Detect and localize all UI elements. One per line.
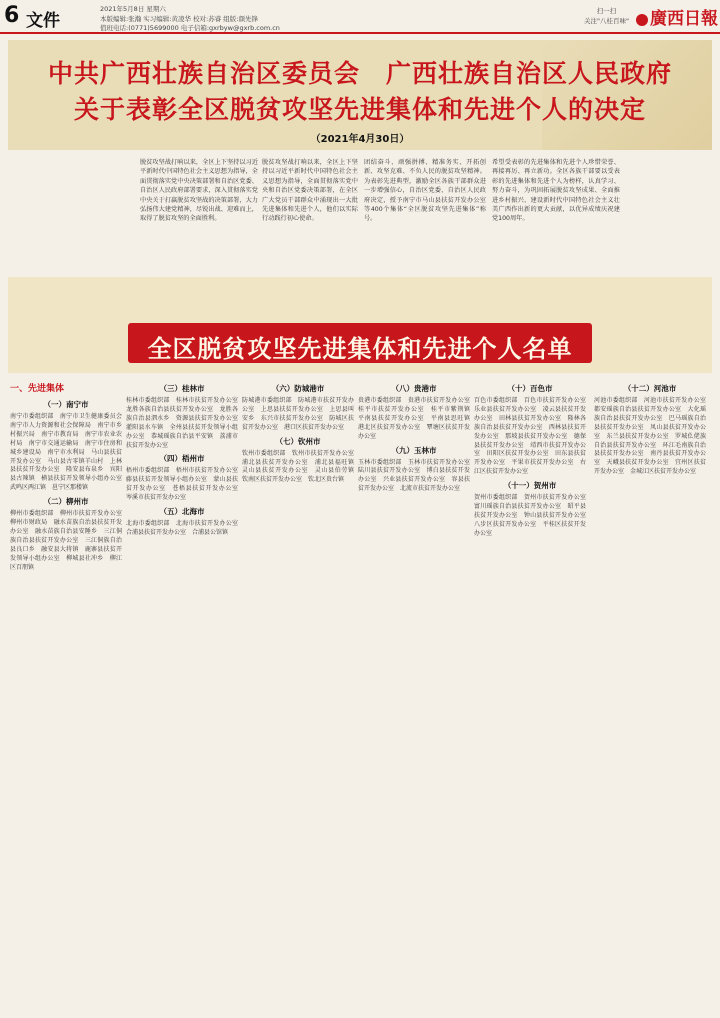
intro-paragraph-1: 脱贫攻坚战打响以来，全区上下坚持以习近平新时代中国特色社会主义思想为指导，全面贯彻落实党中央决策部署和自治区党委、自治区人民政府部署要求，深入贯彻落实党中央关于打赢脱贫攻坚战的决策部署，大力弘扬伟大建党精神，尽锐出战、迎难而上，取得了脱贫攻坚的全面胜利。 bbox=[140, 159, 258, 223]
list-text-guigang: 贵港市委组织部 贵港市扶贫开发办公室 桂平市扶贫开发办公室 桂平市紫荆镇 平南县扶贫开发办公室 平南县思旺镇 港北区扶贫开发办公室 覃塘区扶贫开发办公室 bbox=[358, 397, 470, 440]
subheading-yulin: （九）玉林市 bbox=[391, 445, 437, 455]
qr-note-line2: 关注"八桂百味" bbox=[584, 17, 629, 25]
newspaper-logo bbox=[636, 4, 718, 29]
list-text-hezhou: 贺州市委组织部 贺州市扶贫开发办公室 富川瑶族自治县扶贫开发办公室 昭平县扶贫开发办公室 钟山县扶贫开发办公室 八步区扶贫开发办公室 平桂区扶贫开发办公室 bbox=[474, 494, 586, 537]
column-1 bbox=[10, 380, 122, 1014]
subheading-liuzhou: （二）柳州市 bbox=[43, 497, 89, 507]
subheading-baise: （十）百色市 bbox=[507, 384, 553, 393]
headline-line2: 关于表彰全区脱贫攻坚先进集体和先进个人的决定 bbox=[73, 95, 646, 124]
title-banner bbox=[8, 40, 712, 150]
subheading-fangchenggang: （六）防城港市 bbox=[271, 384, 325, 393]
list-title: 全区脱贫攻坚先进集体和先进个人名单 bbox=[147, 334, 573, 363]
subheading-nanning: （一）南宁市 bbox=[43, 400, 89, 409]
subheading-hechi: （十二）河池市 bbox=[623, 384, 677, 393]
list-text-yulin: 玉林市委组织部 玉林市扶贫开发办公室 陆川县扶贫开发办公室 博白县扶贫开发办公室 兴业县扶贫开发办公室 容县扶贫开发办公室 北流市扶贫开发办公室 bbox=[358, 458, 470, 493]
section-name: 文件 bbox=[26, 11, 60, 31]
list-text-fangchenggang: 防城港市委组织部 防城港市扶贫开发办公室 上思县扶贫开发办公室 上思县叫安乡 东兴市扶贫开发办公室 防城区扶贫开发办公室 港口区扶贫开发办公室 bbox=[242, 397, 354, 431]
headline-line1: 中共广西壮族自治区委员会 广西壮族自治区人民政府 bbox=[47, 59, 672, 88]
column-4 bbox=[358, 380, 470, 1014]
list-text-liuzhou: 柳州市委组织部 柳州市扶贫开发办公室 柳州市财政局 融水苗族自治县扶贫开发办公室 融水苗族自治县安陲乡 三江侗族自治县扶贫开发办公室 三江侗族自治县良口乡 融安县大将镇 鹿寨县扶贫开发领导小组办公室 柳城县社冲乡 柳江区百朋镇 bbox=[10, 510, 122, 571]
intro-paragraph-2: 脱贫攻坚战打响以来，全区上下坚持以习近平新时代中国特色社会主义思想为指导，全面贯彻落实党中央和自治区党委决策部署，在全区广大党员干部群众中涌现出一大批先进集体和先进个人，他们以实际行动践行初心使命。 bbox=[262, 159, 358, 223]
list-text-wuzhou: 梧州市委组织部 梧州市扶贫开发办公室 藤县扶贫开发领导小组办公室 蒙山县扶贫开发办公室 苍梧县扶贫开发办公室 岑溪市扶贫开发办公室 bbox=[126, 467, 238, 502]
column-6 bbox=[594, 380, 706, 1014]
column-5 bbox=[474, 380, 586, 1014]
section-heading-collectives: 一、先进集体 bbox=[10, 384, 65, 394]
qr-note bbox=[584, 6, 629, 26]
decision-date: （2021年4月30日） bbox=[310, 134, 410, 145]
qr-note-line1: 扫一扫 bbox=[596, 7, 617, 15]
list-text-hechi: 河池市委组织部 河池市扶贫开发办公室 都安瑶族自治县扶贫开发办公室 大化瑶族自治县扶贫开发办公室 巴马瑶族自治县扶贫开发办公室 凤山县扶贫开发办公室 东兰县扶贫开发办公室 罗城仫佬族自治县扶贫开发办公室 环江毛南族自治县扶贫开发办公室 南丹县扶贫开发办公室 天峨县扶贫开发办公室 宜州区扶贫开发办公室 金城江区扶贫开发办公室 bbox=[594, 397, 706, 476]
date-line: 2021年5月8日 星期六 bbox=[100, 5, 166, 13]
logo-text: 廣西日報 bbox=[650, 9, 718, 29]
column-3 bbox=[242, 380, 354, 1014]
subheading-hezhou: （十一）贺州市 bbox=[503, 481, 557, 491]
subheading-wuzhou: （四）梧州市 bbox=[159, 454, 205, 464]
subheading-guilin: （三）桂林市 bbox=[159, 384, 205, 393]
intro-paragraph-4: 希望受表彰的先进集体和先进个人珍惜荣誉、再接再厉、再立新功。全区各族干部要以受表彰的先进集体和先进个人为榜样，认真学习、努力奋斗，为巩固拓展脱贫攻坚成果、全面推进乡村振兴、建设新时代中国特色社会主义壮美广西作出新的更大贡献，以优异成绩庆祝建党100周年。 bbox=[492, 159, 620, 223]
list-text-nanning: 南宁市委组织部 南宁市卫生健康委员会 南宁市人力资源和社会保障局 南宁市乡村振兴局 南宁市教育局 南宁市农业农村局 南宁市交通运输局 南宁市住房和城乡建设局 南宁市水利局 马山县扶贫开发办公室 马山县古零镇羊山村 上林县扶贫开发办公室 隆安县布泉乡 宾阳县古辣镇 横县扶贫开发领导小组办公室 武鸣区两江镇 邕宁区那楼镇 bbox=[10, 413, 122, 492]
subheading-beihai: （五）北海市 bbox=[159, 507, 205, 517]
editor-line: 本版编辑:张瀚 实习编辑:黄凌华 校对:苏睿 组版:颜先锋 bbox=[100, 15, 258, 23]
list-text-baise: 百色市委组织部 百色市扶贫开发办公室 乐业县扶贫开发办公室 凌云县扶贫开发办公室 田林县扶贫开发办公室 隆林各族自治县扶贫开发办公室 西林县扶贫开发办公室 那坡县扶贫开发办公室 德保县扶贫开发办公室 靖西市扶贫开发办公室 田阳区扶贫开发办公室 田东县扶贫开发办公室 平果市扶贫开发办公室 右江区扶贫开发办公室 bbox=[474, 397, 586, 476]
subheading-guigang: （八）贵港市 bbox=[391, 384, 437, 393]
contact-line: 值班电话:(0771)5699000 电子信箱:gxrbyw@gxrb.com.cn bbox=[100, 24, 280, 32]
list-banner bbox=[8, 277, 712, 373]
column-2 bbox=[126, 380, 238, 1014]
intro-paragraph-3: 团结奋斗、顽强拼搏、精准务实、开拓创新、攻坚克难、不负人民的脱贫攻坚精神。为表彰先进典型，激励全区各族干部群众进一步增强信心，自治区党委、自治区人民政府决定，授予南宁市马山县扶贫开发办公室等400个集体“全区脱贫攻坚先进集体”称号。 bbox=[364, 159, 486, 223]
masthead bbox=[0, 0, 720, 34]
page-number: 6 bbox=[4, 3, 20, 28]
subheading-qinzhou: （七）钦州市 bbox=[275, 436, 321, 446]
list-text-qinzhou: 钦州市委组织部 钦州市扶贫开发办公室 浦北县扶贫开发办公室 浦北县福旺镇 灵山县扶贫开发办公室 灵山县伯劳镇 钦南区扶贫开发办公室 钦北区贵台镇 bbox=[242, 449, 354, 484]
list-text-beihai: 北海市委组织部 北海市扶贫开发办公室 合浦县扶贫开发办公室 合浦县公馆镇 bbox=[126, 520, 238, 536]
list-text-guilin: 桂林市委组织部 桂林市扶贫开发办公室 龙胜各族自治县扶贫开发办公室 龙胜各族自治县泗水乡 资源县扶贫开发办公室 灌阳县水车镇 全州县扶贫开发领导小组办公室 恭城瑶族自治县平安镇 荔浦市扶贫开发办公室 bbox=[126, 397, 238, 449]
logo-emblem-icon bbox=[636, 14, 648, 26]
